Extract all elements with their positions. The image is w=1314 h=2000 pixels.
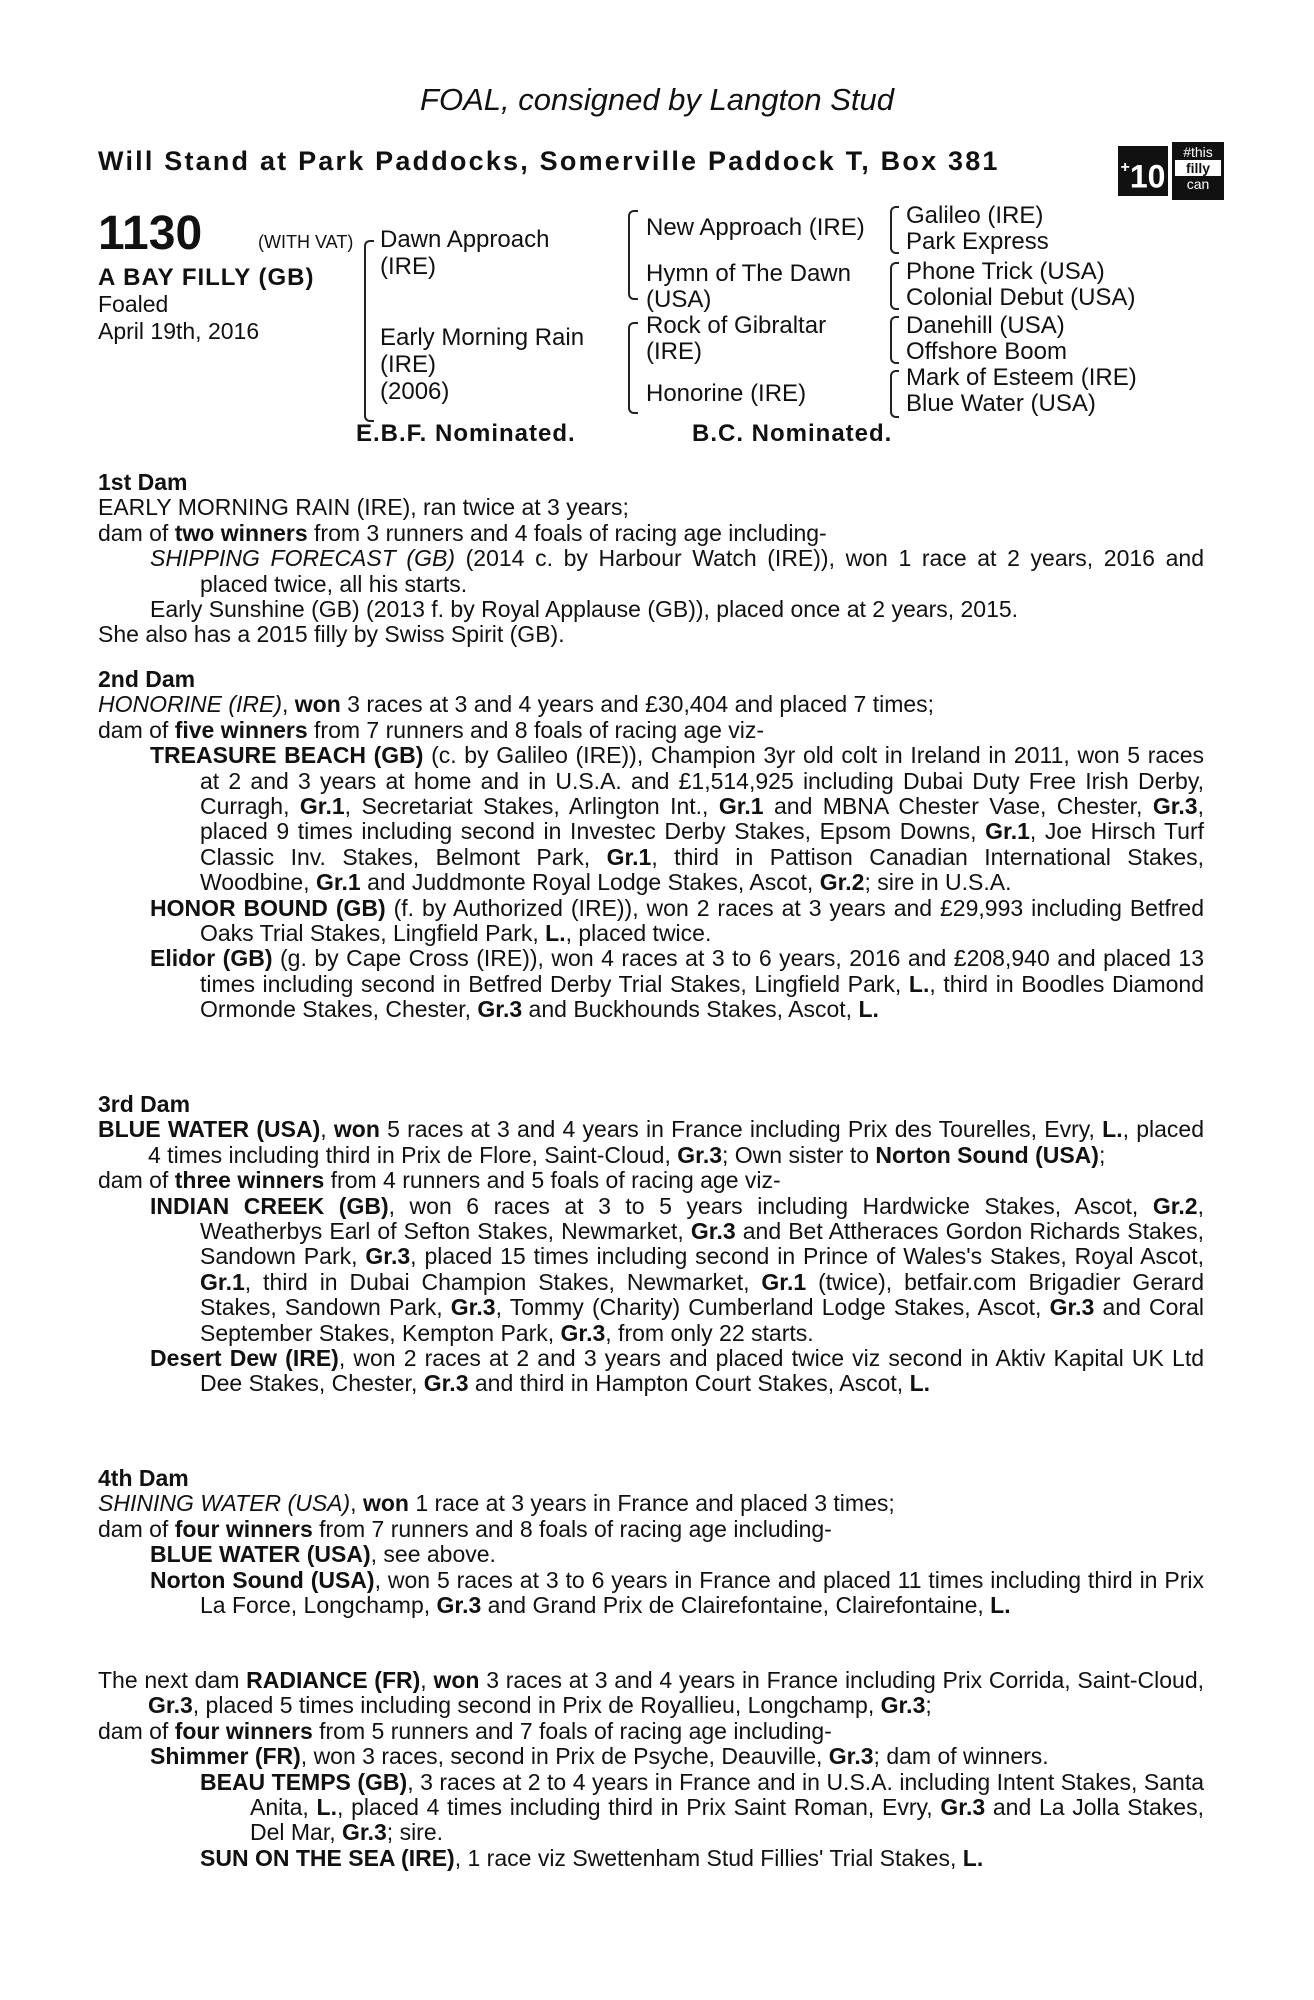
dam-name: Early Morning Rain — [380, 324, 585, 351]
first-dam-produce: dam of two winners from 3 runners and 4 foals of racing age including- — [98, 519, 827, 546]
this-filly-can-badge — [1172, 142, 1224, 200]
progeny-shimmer: Shimmer (FR), won 3 races, second in Prix de Psyche, Deauville, Gr.3; dam of winners. — [150, 1743, 1049, 1770]
ebf-nominated: E.B.F. Nominated. — [356, 420, 576, 447]
first-dam-line: EARLY MORNING RAIN (IRE), ran twice at 3 years; — [98, 494, 629, 521]
third-dam-heading: 3rd Dam — [98, 1091, 191, 1117]
dam-dam: Honorine (IRE) — [646, 380, 807, 407]
next-dam-line: The next dam RADIANCE (FR), won 3 races at 3 and 4 years in France including Prix Corrida, Saint-Cloud, Gr.3, placed 5 times including second in Prix de Royallieu, Longchamp, Gr.3; — [98, 1667, 1204, 1719]
second-dam-section — [98, 667, 1204, 1023]
gen3-sdd: Colonial Debut (USA) — [906, 284, 1136, 311]
plus10-label: 10 — [1129, 158, 1166, 195]
progeny-sun-on-the-sea: SUN ON THE SEA (IRE), 1 race viz Swettenham Stud Fillies' Trial Stakes, L. — [200, 1844, 984, 1871]
gen3-dds: Mark of Esteem (IRE) — [906, 364, 1137, 391]
second-dam-heading: 2nd Dam — [98, 666, 196, 692]
sire-sire: New Approach (IRE) — [646, 214, 865, 241]
badge-filly-top: #this — [1183, 144, 1213, 160]
progeny-treasure-beach: TREASURE BEACH (GB) (c. by Galileo (IRE)), Champion 3yr old colt in Ireland in 2011, won 5 races at 2 and 3 years at home and in U.S.A. and £1,514,925 including Dubai Duty Free Irish Derby, Curragh, Gr.1, Secretariat Stakes, Arlington Int., Gr.1 and MBNA Chester Vase, Chester, Gr.3, placed 9 times including second in Investec Derby Stakes, Epsom Downs, Gr.1, Joe Hirsch Turf Classic Inv. Stakes, Belmont Park, Gr.1, third in Pattison Canadian International Stakes, Woodbine, Gr.1 and Juddmonte Royal Lodge Stakes, Ascot, Gr.2; sire in U.S.A. — [150, 742, 1204, 896]
sire-dam-name: Hymn of The Dawn — [646, 260, 851, 287]
gen3-dss: Danehill (USA) — [906, 312, 1065, 339]
brace-3b — [890, 262, 899, 310]
first-dam-heading: 1st Dam — [98, 469, 188, 495]
next-dam-section — [98, 1668, 1204, 1871]
gen3-ddd: Blue Water (USA) — [906, 390, 1096, 417]
next-dam-produce: dam of four winners from 5 runners and 7 foals of racing age including- — [98, 1717, 832, 1744]
dam-country: (IRE) — [380, 351, 436, 378]
bc-nominated: B.C. Nominated. — [692, 420, 893, 447]
progeny-norton-sound: Norton Sound (USA), won 5 races at 3 to 6 years in France and placed 11 times including third in Prix La Force, Longchamp, Gr.3 and Grand Prix de Clairefontaine, Clairefontaine, L. — [150, 1566, 1204, 1619]
pedigree-brace-main — [364, 240, 374, 422]
gen3-sss: Galileo (IRE) — [906, 202, 1044, 229]
fourth-dam-heading: 4th Dam — [98, 1465, 189, 1491]
foaled-label: Foaled — [98, 291, 169, 317]
stand-location: Will Stand at Park Paddocks, Somerville Paddock T, Box 381 — [98, 146, 1000, 176]
sire-country: (IRE) — [380, 253, 436, 280]
fourth-dam-produce: dam of four winners from 7 runners and 8 foals of racing age including- — [98, 1515, 832, 1542]
lot-vat: (WITH VAT) — [258, 232, 354, 252]
gen3-sds: Phone Trick (USA) — [906, 258, 1105, 285]
brace-3c — [890, 316, 899, 364]
badge-filly-mid: filly — [1175, 160, 1221, 176]
third-dam-line: BLUE WATER (USA), won 5 races at 3 and 4 years in France including Prix des Tourelles, Evry, L., placed 4 times including third in Prix de Flore, Saint-Cloud, Gr.3; Own sister to Norton Sound (USA); — [98, 1116, 1205, 1168]
progeny-early-sunshine: Early Sunshine (GB) (2013 f. by Royal Applause (GB)), placed once at 2 years, 2015. — [150, 596, 1019, 623]
gen3-ssd: Park Express — [906, 228, 1049, 255]
plus10-badge: +10 — [1118, 146, 1168, 196]
brace-3d — [890, 370, 899, 418]
third-dam-section — [98, 1092, 1204, 1397]
lot-number: 1130 — [98, 207, 203, 260]
pedigree-brace-dam — [628, 322, 638, 414]
second-dam-produce: dam of five winners from 7 runners and 8 foals of racing age viz- — [98, 716, 765, 743]
page-title: FOAL, consigned by Langton Stud — [420, 82, 894, 117]
pedigree-brace-sire — [628, 210, 638, 300]
progeny-shipping-forecast: SHIPPING FORECAST (GB) (2014 c. by Harbour Watch (IRE)), won 1 race at 2 years, 2016 and placed twice, all his starts. — [150, 545, 1204, 597]
fourth-dam-line: SHINING WATER (USA), won 1 race at 3 years in France and placed 3 times; — [98, 1490, 895, 1517]
first-dam-section — [98, 470, 1204, 648]
progeny-desert-dew: Desert Dew (IRE), won 2 races at 2 and 3 years and placed twice viz second in Aktiv Kapital UK Ltd Dee Stakes, Chester, Gr.3 and third in Hampton Court Stakes, Ascot, L. — [150, 1345, 1204, 1397]
progeny-indian-creek: INDIAN CREEK (GB), won 6 races at 3 to 5 years including Hardwicke Stakes, Ascot, Gr.2, Weatherbys Earl of Sefton Stakes, Newmarket, Gr.3 and Bet Attheraces Gordon Richards Stakes, Sandown Park, Gr.3, placed 15 times including second in Prince of Wales's Stakes, Royal Ascot, Gr.1, third in Dubai Champion Stakes, Newmarket, Gr.1 (twice), betfair.com Brigadier Gerard Stakes, Sandown Park, Gr.3, Tommy (Charity) Cumberland Lodge Stakes, Ascot, Gr.3 and Coral September Stakes, Kempton Park, Gr.3, from only 22 starts. — [150, 1192, 1205, 1346]
badge-filly-bot: can — [1186, 176, 1210, 192]
foal-date: April 19th, 2016 — [98, 318, 260, 344]
progeny-beau-temps: BEAU TEMPS (GB), 3 races at 2 to 4 years in France and in U.S.A. including Intent Stakes, Santa Anita, L., placed 4 times including third in Prix Saint Roman, Evry, Gr.3 and La Jolla Stakes, Del Mar, Gr.3; sire. — [200, 1768, 1205, 1846]
horse-name: A BAY FILLY (GB) — [98, 264, 315, 291]
brace-3a — [890, 206, 899, 254]
progeny-honor-bound: HONOR BOUND (GB) (f. by Authorized (IRE)), won 2 races at 3 years and £29,993 including Betfred Oaks Trial Stakes, Lingfield Park, L., placed twice. — [150, 894, 1204, 947]
sire-dam-country: (USA) — [646, 286, 712, 313]
dam-sire-name: Rock of Gibraltar — [646, 312, 827, 339]
first-dam-note: She also has a 2015 filly by Swiss Spirit (GB). — [98, 621, 565, 648]
fourth-dam-section — [98, 1466, 1204, 1618]
sire-name: Dawn Approach — [380, 226, 550, 253]
third-dam-produce: dam of three winners from 4 runners and 5 foals of racing age viz- — [98, 1167, 781, 1194]
progeny-blue-water: BLUE WATER (USA), see above. — [150, 1541, 496, 1568]
dam-sire-country: (IRE) — [646, 338, 702, 365]
second-dam-line: HONORINE (IRE), won 3 races at 3 and 4 years and £30,404 and placed 7 times; — [98, 691, 935, 718]
dam-year: (2006) — [380, 378, 450, 405]
progeny-elidor: Elidor (GB) (g. by Cape Cross (IRE)), won 4 races at 3 to 6 years, 2016 and £208,940 and placed 13 times including second in Betfred Derby Trial Stakes, Lingfield Park, L., third in Boodles Diamond Ormonde Stakes, Chester, Gr.3 and Buckhounds Stakes, Ascot, L. — [150, 945, 1204, 1023]
gen3-dsd: Offshore Boom — [906, 338, 1067, 365]
